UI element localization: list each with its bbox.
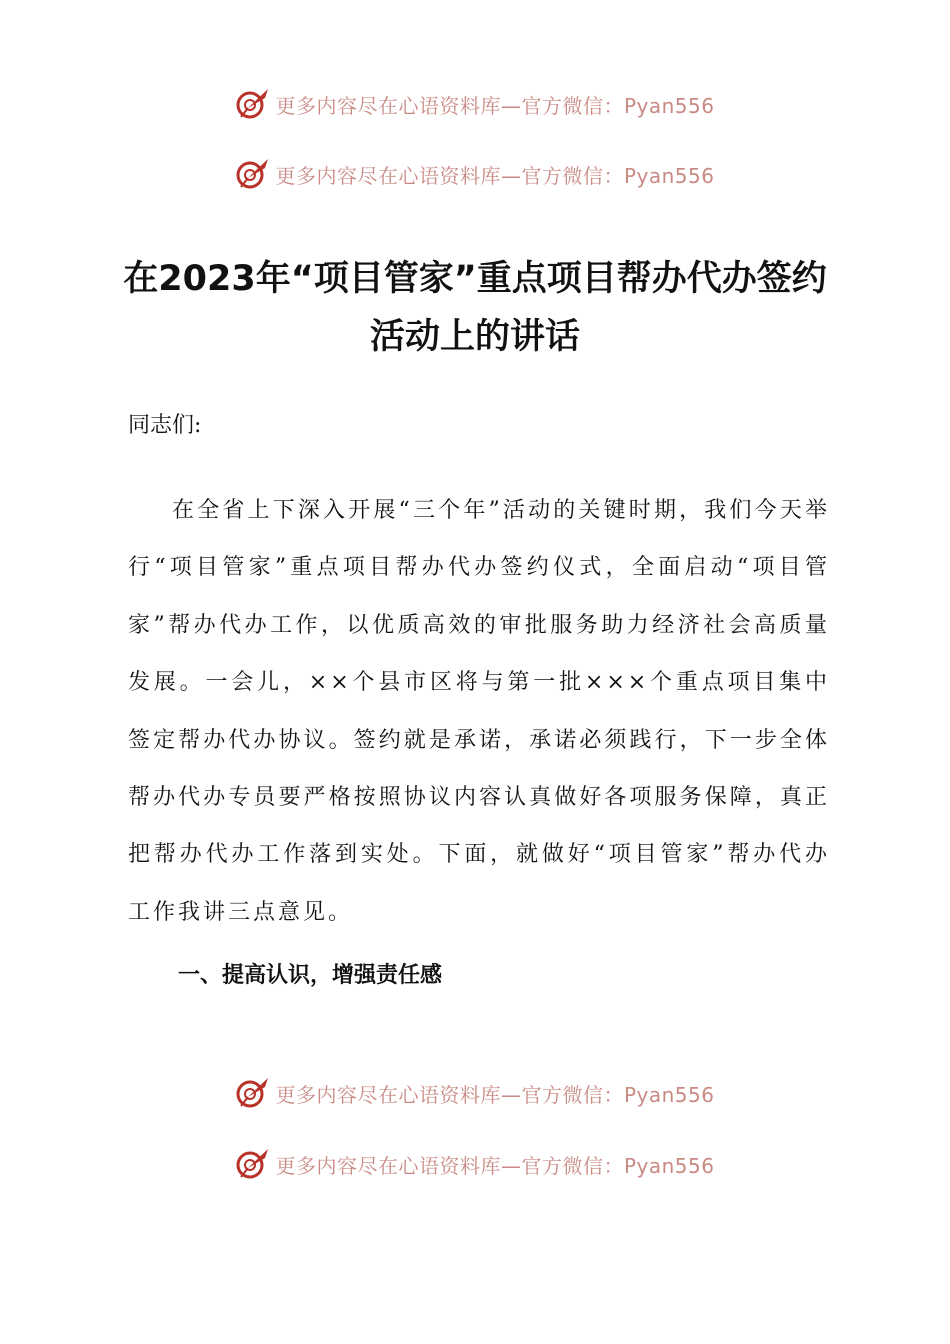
quill-pen-icon	[235, 156, 271, 192]
watermark-text: 更多内容尽在心语资料库—官方微信：Pyan556	[275, 93, 715, 118]
watermark-banner	[0, 1144, 950, 1184]
watermark-banner	[0, 84, 950, 124]
salutation: 同志们:	[128, 413, 202, 438]
watermark-text: 更多内容尽在心语资料库—官方微信：Pyan556	[275, 163, 715, 188]
watermark-banner	[0, 154, 950, 194]
document-title: 在2023年“项目管家”重点项目帮办代办签约活动上的讲话	[123, 259, 827, 357]
section-heading: 一、提高认识，增强责任感	[178, 963, 443, 988]
quill-pen-icon	[235, 86, 271, 122]
watermark-text: 更多内容尽在心语资料库—官方微信：Pyan556	[275, 1082, 715, 1107]
quill-pen-icon	[235, 1075, 271, 1111]
watermark-banner	[0, 1073, 950, 1113]
watermark-text: 更多内容尽在心语资料库—官方微信：Pyan556	[275, 1153, 715, 1178]
quill-pen-icon	[235, 1146, 271, 1182]
body-paragraph: 在全省上下深入开展“三个年”活动的关键时期，我们今天举行“项目管家”重点项目帮办代办签约仪式，全面启动“项目管家”帮办代办工作，以优质高效的审批服务助力经济社会高质量发展。一会儿，××个县市区将与第一批×××个重点项目集中签定帮办代办协议。签约就是承诺，承诺必须践行，下一步全体帮办代办专员要严格按照协议内容认真做好各项服务保障，真正把帮办代办工作落到实处。下面，就做好“项目管家”帮办代办工作我讲三点意见。	[128, 498, 830, 925]
